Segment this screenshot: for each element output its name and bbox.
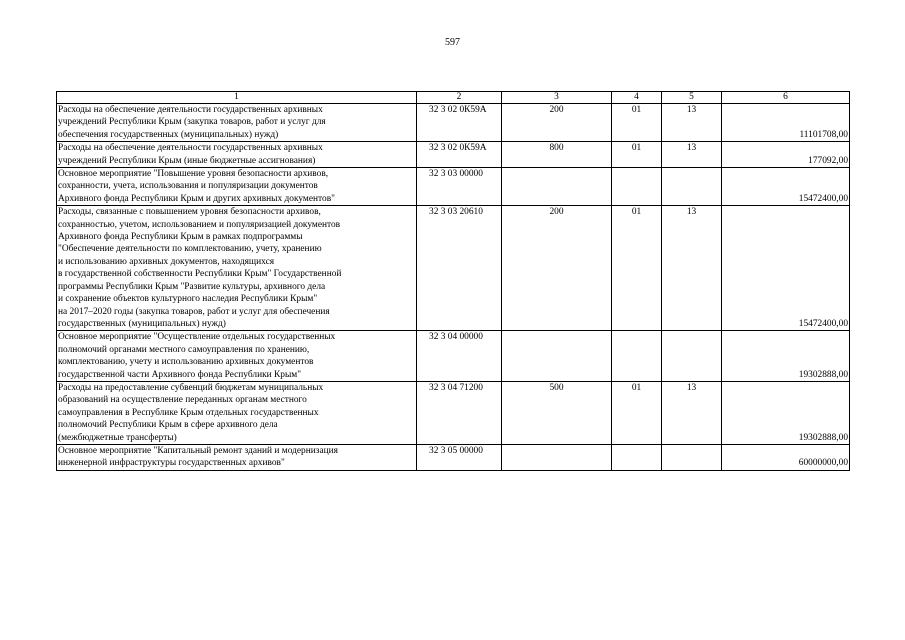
expense-type-code: 800 (502, 142, 612, 168)
column-header: 6 (722, 92, 850, 104)
expense-name: Основное мероприятие "Осуществление отдельных государственных полномочий органами местного самоуправления по хранению, комплектованию, учету и использованию архивных документов государственной части Архивного фонда Республики Крым" (57, 331, 417, 382)
amount: 15472400,00 (722, 206, 850, 331)
table-row (57, 168, 850, 206)
target-article-code: 32 3 04 00000 (417, 331, 502, 382)
expense-type-code (502, 168, 612, 206)
section-code: 01 (612, 142, 662, 168)
column-header: 3 (502, 92, 612, 104)
table-row (57, 444, 850, 470)
target-article-code: 32 3 03 20610 (417, 206, 502, 331)
amount: 60000000,00 (722, 444, 850, 470)
subsection-code (662, 331, 722, 382)
table-row (57, 331, 850, 382)
expense-type-code: 200 (502, 206, 612, 331)
expense-type-code (502, 331, 612, 382)
section-code: 01 (612, 381, 662, 444)
expense-name: Расходы, связанные с повышением уровня безопасности архивов, сохранностью, учетом, использованием и популяризацией документов Архивного фонда Республики Крым в рамках подпрограммы "Обеспечение деятельности по комплектованию, учету, хранению и использованию архивных документов, находящихся в государственной собственности Республики Крым" Государственной программы Республики Крым "Развитие культуры, архивного дела и сохранение объектов культурного наследия Республики Крым" на 2017–2020 годы (закупка товаров, работ и услуг для обеспечения государственных (муниципальных) нужд) (57, 206, 417, 331)
target-article-code: 32 3 02 0К59А (417, 104, 502, 142)
table-row (57, 142, 850, 168)
column-header: 4 (612, 92, 662, 104)
column-header: 2 (417, 92, 502, 104)
amount: 15472400,00 (722, 168, 850, 206)
expense-type-code: 200 (502, 104, 612, 142)
subsection-code: 13 (662, 381, 722, 444)
expense-name: Основное мероприятие "Повышение уровня безопасности архивов, сохранности, учета, использования и популяризации документов Архивного фонда Республики Крым и других архивных документов" (57, 168, 417, 206)
subsection-code: 13 (662, 206, 722, 331)
column-header: 1 (57, 92, 417, 104)
subsection-code (662, 168, 722, 206)
expense-name: Расходы на обеспечение деятельности государственных архивных учреждений Республики Крым (закупка товаров, работ и услуг для обеспечения государственных (муниципальных) нужд) (57, 104, 417, 142)
expense-name: Основное мероприятие "Капитальный ремонт зданий и модернизация инженерной инфраструктуры государственных архивов" (57, 444, 417, 470)
section-code (612, 331, 662, 382)
page-number: 597 (445, 37, 460, 48)
amount: 19302888,00 (722, 381, 850, 444)
expense-name: Расходы на предоставление субвенций бюджетам муниципальных образований на осуществление переданных органам местного самоуправления в Республике Крым отдельных государственных полномочий Республики Крым в сфере архивного дела (межбюджетные трансферты) (57, 381, 417, 444)
target-article-code: 32 3 05 00000 (417, 444, 502, 470)
column-header: 5 (662, 92, 722, 104)
expense-type-code (502, 444, 612, 470)
table-header-row (57, 92, 850, 104)
expense-type-code: 500 (502, 381, 612, 444)
section-code (612, 444, 662, 470)
section-code (612, 168, 662, 206)
budget-table (56, 91, 850, 471)
subsection-code (662, 444, 722, 470)
table-row (57, 206, 850, 331)
amount: 19302888,00 (722, 331, 850, 382)
section-code: 01 (612, 206, 662, 331)
table-row (57, 381, 850, 444)
expense-name: Расходы на обеспечение деятельности государственных архивных учреждений Республики Крым (иные бюджетные ассигнования) (57, 142, 417, 168)
target-article-code: 32 3 02 0К59А (417, 142, 502, 168)
target-article-code: 32 3 04 71200 (417, 381, 502, 444)
amount: 11101708,00 (722, 104, 850, 142)
amount: 177092,00 (722, 142, 850, 168)
subsection-code: 13 (662, 142, 722, 168)
section-code: 01 (612, 104, 662, 142)
subsection-code: 13 (662, 104, 722, 142)
table-row (57, 104, 850, 142)
target-article-code: 32 3 03 00000 (417, 168, 502, 206)
